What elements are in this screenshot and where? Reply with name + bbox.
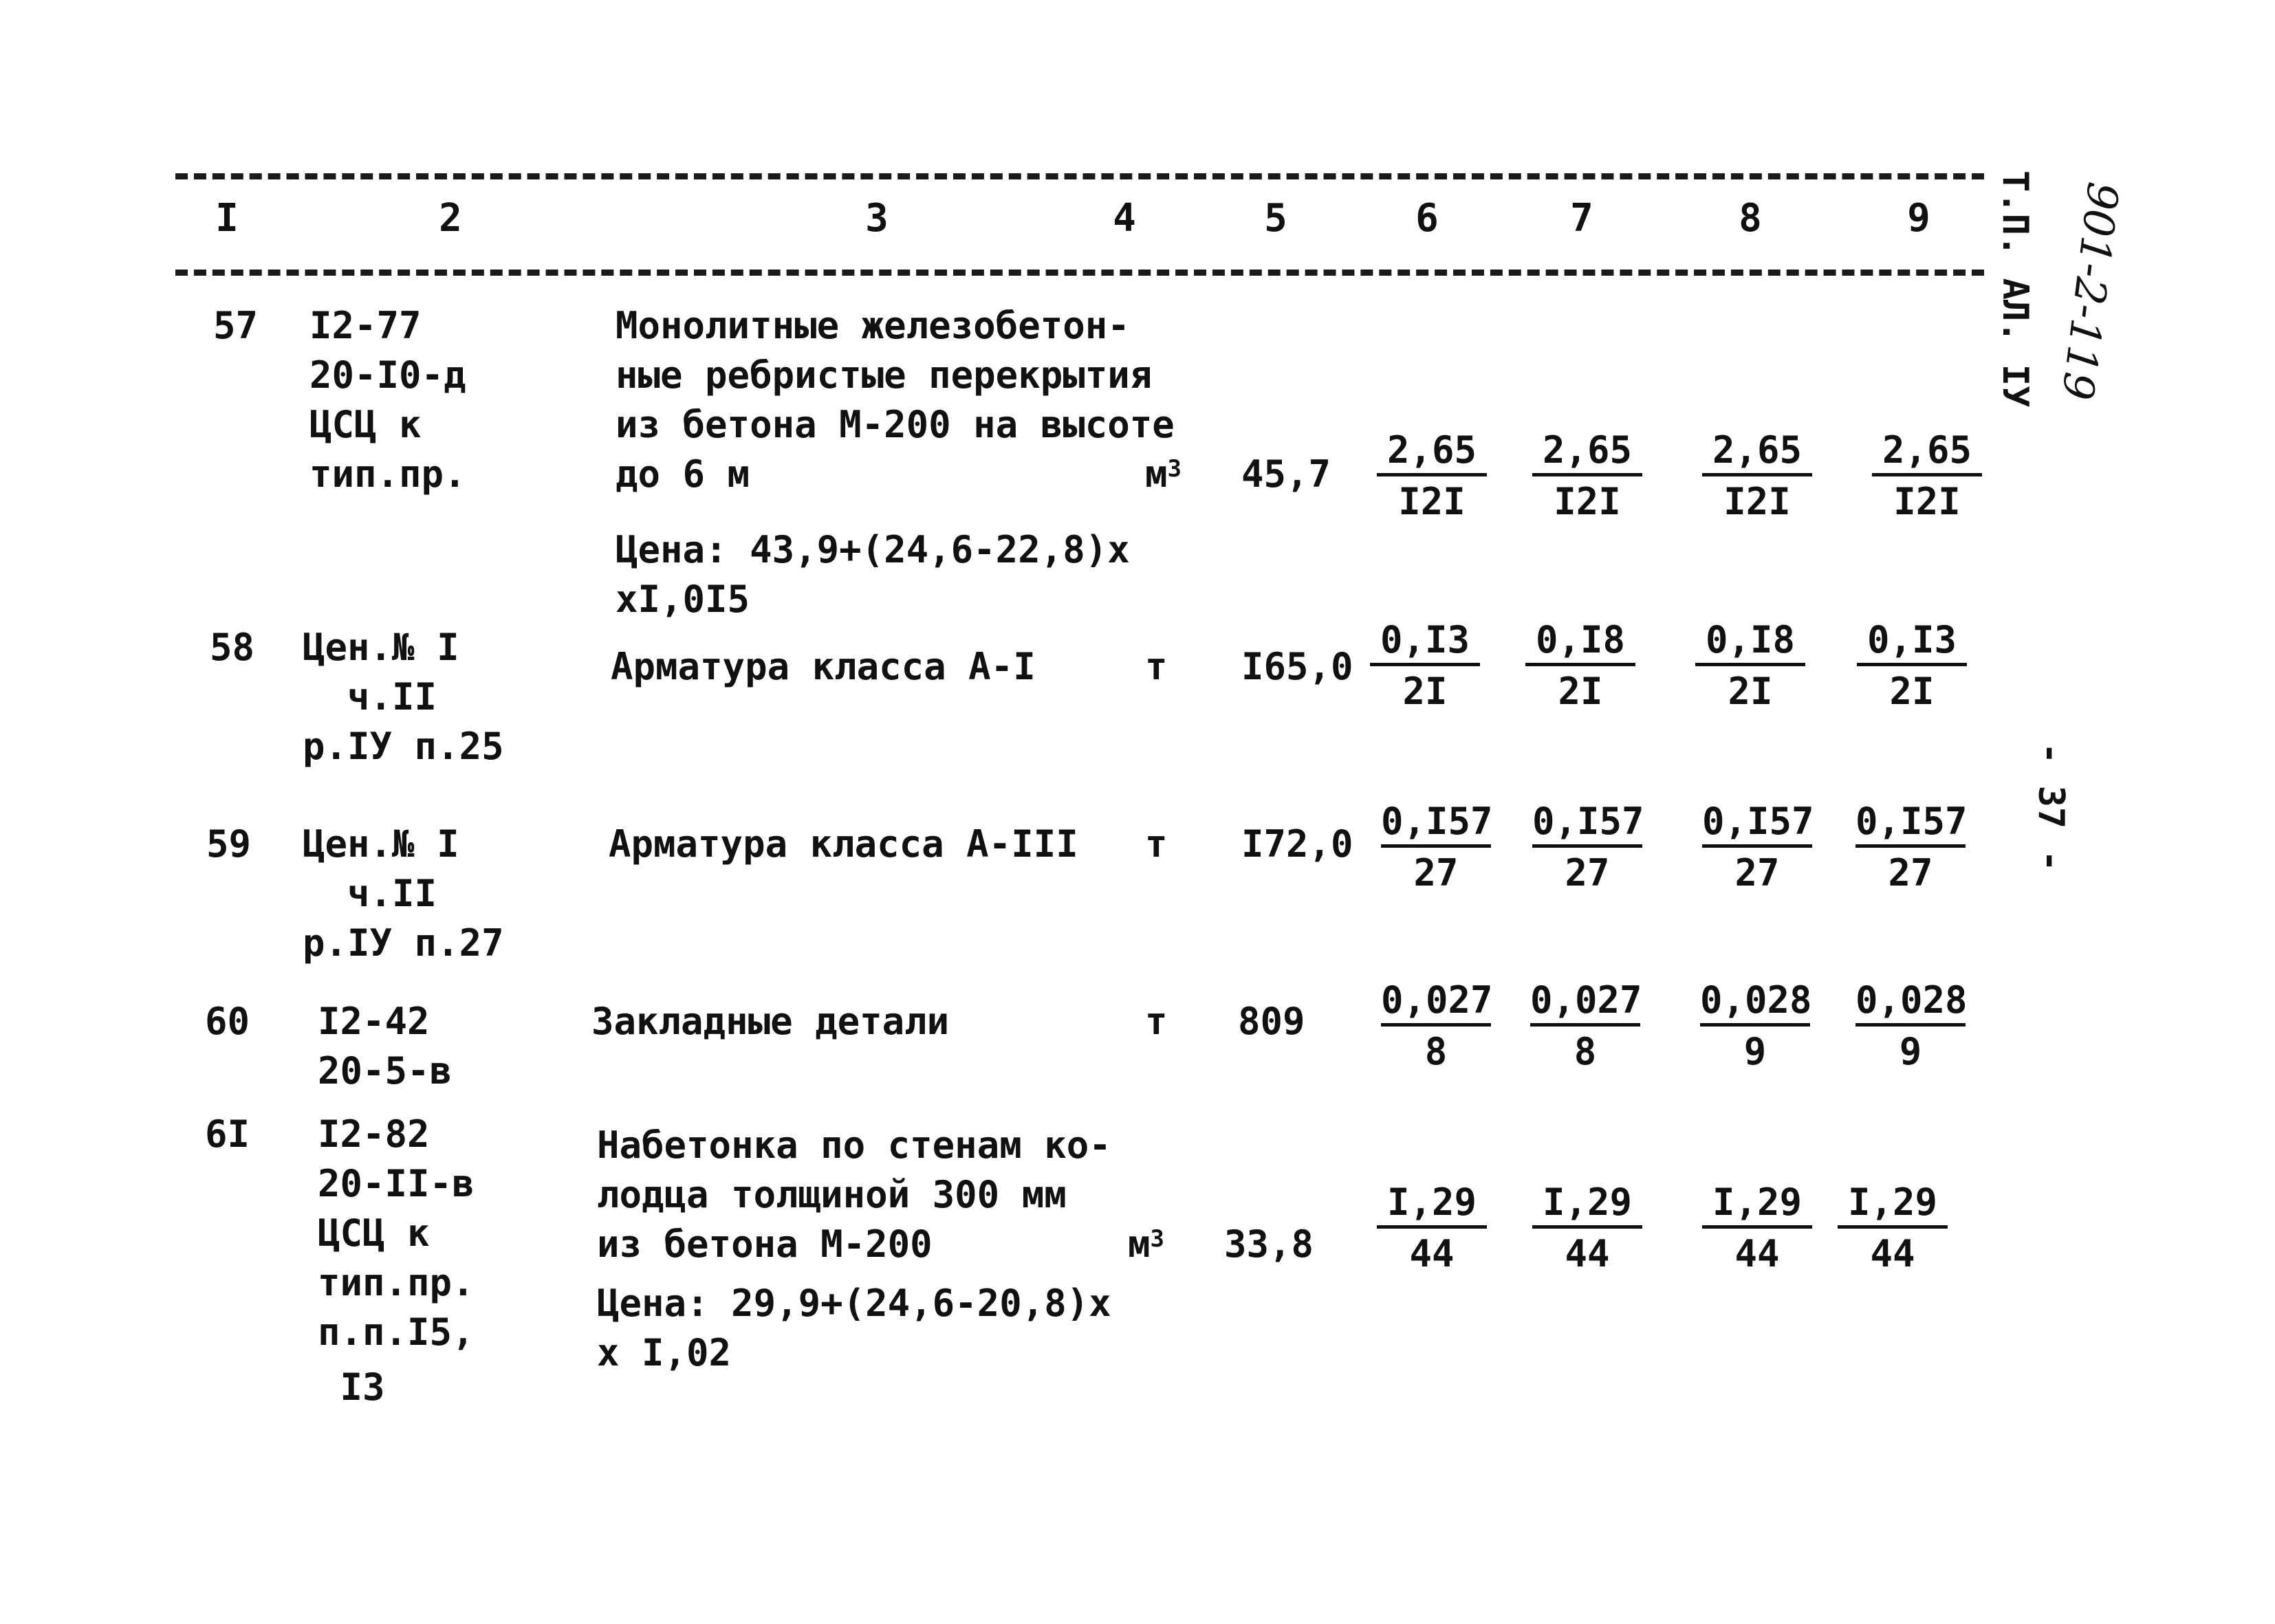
rate-fraction: $\frac{I,29}{44}$ bbox=[1370, 1184, 1494, 1273]
code-line: п.п.I5, bbox=[318, 1310, 475, 1354]
rate-fraction: $\frac{0,I3}{2I}$ bbox=[1850, 622, 1974, 710]
handwritten-project-number: 901-2-119 bbox=[2051, 179, 2129, 403]
row-number: 58 bbox=[210, 626, 255, 669]
rate-fraction: $\frac{0,I8}{2I}$ bbox=[1519, 622, 1642, 710]
unit: т bbox=[1145, 1000, 1168, 1043]
rate-fraction: $\frac{0,I3}{2I}$ bbox=[1363, 622, 1487, 710]
code-line: 20-II-в bbox=[318, 1162, 475, 1205]
col-header-6: 6 bbox=[1415, 196, 1439, 241]
price-formula-line: х I,02 bbox=[597, 1331, 732, 1374]
code-line: I2-82 bbox=[318, 1112, 430, 1156]
rate-fraction: $\frac{0,027}{8}$ bbox=[1381, 978, 1493, 1073]
description-line: Монолитные железобетон- bbox=[616, 304, 1130, 347]
price-formula-line: хI,0I5 bbox=[616, 578, 750, 621]
col-header-8: 8 bbox=[1739, 196, 1762, 241]
rate-fraction: $\frac{I,29}{44}$ bbox=[1831, 1184, 1955, 1273]
description-line: из бетона М-200 bbox=[597, 1222, 933, 1266]
col-header-4: 4 bbox=[1113, 196, 1136, 241]
description-line: из бетона М-200 на высоте bbox=[616, 403, 1175, 446]
rate-fraction: $\frac{2,65}{I2I}$ bbox=[1525, 432, 1649, 520]
rate-fraction: $\frac{0,I57}{27}$ bbox=[1855, 800, 1968, 895]
code-line: I2-42 bbox=[318, 1000, 430, 1043]
rate-fraction: $\frac{0,028}{9}$ bbox=[1855, 978, 1968, 1073]
description-line: Арматура класса А-I bbox=[611, 645, 1036, 688]
description-line: лодца толщиной 300 мм bbox=[597, 1173, 1067, 1216]
rate-fraction: $\frac{0,I57}{27}$ bbox=[1532, 800, 1644, 895]
row-number: 60 bbox=[205, 1000, 250, 1043]
col-header-1: I bbox=[215, 196, 239, 241]
code-line: ч.II bbox=[303, 675, 437, 718]
row-number: 59 bbox=[206, 822, 252, 866]
code-line: ЦСЦ к bbox=[318, 1211, 430, 1255]
code-line: 20-I0-д bbox=[309, 353, 466, 397]
col-header-3: 3 bbox=[865, 196, 889, 241]
rate-fraction: $\frac{0,I57}{27}$ bbox=[1381, 800, 1493, 895]
col-header-7: 7 bbox=[1570, 196, 1593, 241]
rate-fraction: $\frac{I,29}{44}$ bbox=[1525, 1184, 1649, 1273]
code-line: Цен.№ I bbox=[303, 822, 459, 866]
quantity: I65,0 bbox=[1241, 645, 1353, 688]
code-line: I2-77 bbox=[309, 304, 422, 347]
description-line: ные ребристые перекрытия bbox=[616, 353, 1153, 397]
quantity: I72,0 bbox=[1241, 822, 1353, 866]
code-line: тип.пр. bbox=[318, 1261, 475, 1304]
top-dashed-rule bbox=[175, 173, 1984, 179]
description-line: до 6 м bbox=[616, 452, 750, 496]
description-line: Набетонка по стенам ко- bbox=[597, 1123, 1111, 1167]
rate-fraction: $\frac{0,028}{9}$ bbox=[1700, 978, 1812, 1073]
rate-fraction: $\frac{I,29}{44}$ bbox=[1695, 1184, 1819, 1273]
row-number: 6I bbox=[205, 1112, 250, 1156]
row-number: 57 bbox=[213, 304, 259, 347]
code-line: I3 bbox=[318, 1365, 385, 1409]
rate-fraction: $\frac{0,I57}{27}$ bbox=[1702, 800, 1814, 895]
price-formula-line: Цена: 43,9+(24,6-22,8)х bbox=[616, 528, 1130, 571]
unit: $м^3$ bbox=[1128, 1222, 1164, 1266]
col-header-2: 2 bbox=[439, 196, 462, 241]
quantity: 809 bbox=[1238, 1000, 1305, 1043]
description-line: Закладные детали bbox=[591, 1000, 950, 1043]
rate-fraction: $\frac{2,65}{I2I}$ bbox=[1695, 432, 1819, 520]
rate-fraction: $\frac{2,65}{I2I}$ bbox=[1865, 432, 1989, 520]
unit: $м^3$ bbox=[1145, 452, 1182, 496]
description-line: Арматура класса А-III bbox=[609, 822, 1078, 866]
page-number-vertical: - 37 - bbox=[2030, 743, 2071, 872]
quantity: 33,8 bbox=[1224, 1222, 1314, 1266]
code-line: Цен.№ I bbox=[303, 626, 459, 669]
rate-fraction: $\frac{0,027}{8}$ bbox=[1530, 978, 1642, 1073]
col-header-5: 5 bbox=[1264, 196, 1287, 241]
code-line: р.IУ п.27 bbox=[303, 921, 504, 965]
header-dashed-rule bbox=[175, 270, 1984, 276]
quantity: 45,7 bbox=[1241, 452, 1331, 496]
code-line: тип.пр. bbox=[309, 452, 466, 496]
unit: т bbox=[1145, 822, 1168, 866]
col-header-9: 9 bbox=[1907, 196, 1930, 241]
unit: т bbox=[1145, 645, 1168, 688]
code-line: ч.II bbox=[303, 872, 437, 915]
code-line: ЦСЦ к bbox=[309, 403, 422, 446]
document-code-vertical: Т.П. АЛ. IУ bbox=[1994, 171, 2036, 408]
code-line: р.IУ п.25 bbox=[303, 725, 504, 768]
rate-fraction: $\frac{0,I8}{2I}$ bbox=[1688, 622, 1812, 710]
code-line: 20-5-в bbox=[318, 1049, 453, 1093]
price-formula-line: Цена: 29,9+(24,6-20,8)х bbox=[597, 1282, 1111, 1325]
rate-fraction: $\frac{2,65}{I2I}$ bbox=[1370, 432, 1494, 520]
